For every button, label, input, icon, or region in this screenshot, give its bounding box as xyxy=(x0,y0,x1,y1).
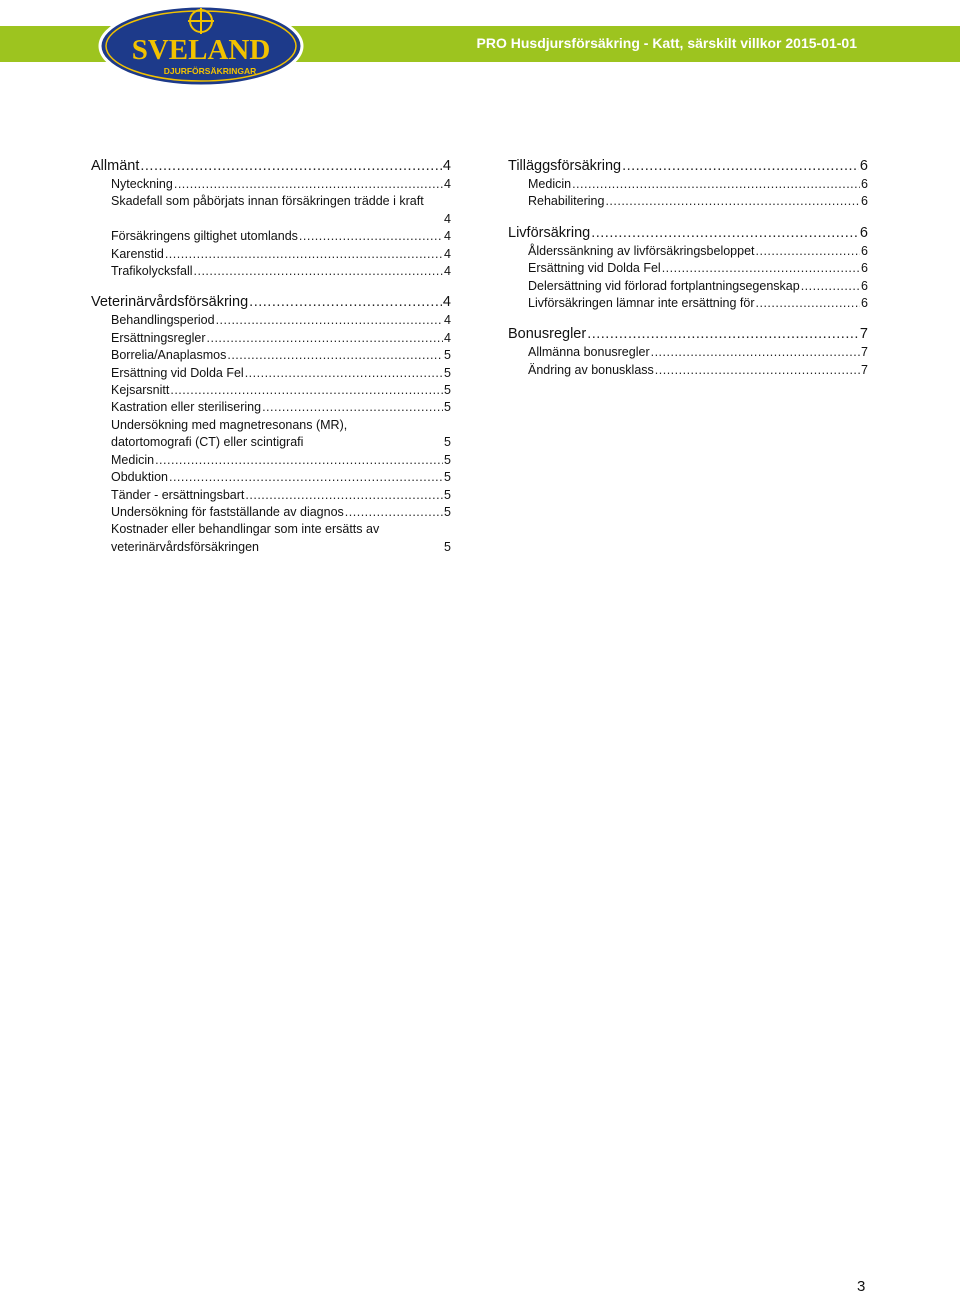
toc-entry-livforsakring[interactable]: Livförsäkring ..... 6 xyxy=(508,224,868,243)
toc-entry-veterinarvard[interactable]: Veterinärvårdsförsäkring ..... 4 xyxy=(91,293,451,312)
toc-entry-livforsakringen-lamnar[interactable]: Livförsäkringen lämnar inte ersättning för ..... 6 xyxy=(508,295,868,312)
logo-subtext: DJURFÖRSÄKRINGAR xyxy=(163,66,257,76)
toc-entry-tillagg[interactable]: Tilläggsförsäkring ..... 6 xyxy=(508,157,868,176)
toc-entry-allmant[interactable]: Allmänt ..... 4 xyxy=(91,157,451,176)
toc-entry-medicin-tillagg[interactable]: Medicin ..... 6 xyxy=(508,176,868,193)
toc-entry-trafikolycksfall[interactable]: Trafikolycksfall ..... 4 xyxy=(91,263,451,280)
toc-right-column xyxy=(508,157,868,379)
toc-entry-giltighet[interactable]: Försäkringens giltighet utomlands ..... 4 xyxy=(91,228,451,245)
toc-entry-aldersankning[interactable]: Ålderssänkning av livförsäkringsbeloppet ..... 6 xyxy=(508,243,868,260)
toc-entry-obduktion[interactable]: Obduktion ..... 5 xyxy=(91,469,451,486)
toc-entry-skadefall[interactable]: Skadefall som påbörjats innan försäkringen trädde i kraft 4 xyxy=(111,194,451,226)
toc-entry-faststallande[interactable]: Undersökning för fastställande av diagnos ..... 5 xyxy=(91,504,451,521)
toc-entry-tander[interactable]: Tänder - ersättningsbart ..... 5 xyxy=(91,487,451,504)
toc-entry-dolda-fel-liv[interactable]: Ersättning vid Dolda Fel ..... 6 xyxy=(508,260,868,277)
toc-entry-kostnader[interactable]: Kostnader eller behandlingar som inte ersätts av veterinärvårdsförsäkringen 5 xyxy=(111,522,451,554)
toc-entry-borrelia[interactable]: Borrelia/Anaplasmos ..... 5 xyxy=(91,347,451,364)
toc-entry-delersattning[interactable]: Delersättning vid förlorad fortplantningsegenskap ..... 6 xyxy=(508,278,868,295)
sveland-logo xyxy=(98,4,304,88)
logo-text: SVELAND xyxy=(131,34,271,66)
toc-entry-karenstid[interactable]: Karenstid ..... 4 xyxy=(91,246,451,263)
toc-left-column xyxy=(91,157,451,556)
toc-entry-kejsarsnitt[interactable]: Kejsarsnitt ..... 5 xyxy=(91,382,451,399)
toc-entry-dolda-fel[interactable]: Ersättning vid Dolda Fel ..... 5 xyxy=(91,365,451,382)
document-title: PRO Husdjursförsäkring - Katt, särskilt villkor 2015-01-01 xyxy=(476,35,857,51)
toc-entry-andring-bonus[interactable]: Ändring av bonusklass ..... 7 xyxy=(508,362,868,379)
toc-entry-medicin[interactable]: Medicin ..... 5 xyxy=(91,452,451,469)
toc-entry-behandlingsperiod[interactable]: Behandlingsperiod ..... 4 xyxy=(91,312,451,329)
page-number: 3 xyxy=(857,1278,866,1295)
toc-entry-rehabilitering[interactable]: Rehabilitering ..... 6 xyxy=(508,193,868,210)
toc-entry-undersokning-mr[interactable]: Undersökning med magnetresonans (MR), datortomografi (CT) eller scintigrafi 5 xyxy=(111,417,451,450)
toc-entry-nyteckning[interactable]: Nyteckning ..... 4 xyxy=(91,176,451,193)
toc-entry-allmanna-bonus[interactable]: Allmänna bonusregler ..... 7 xyxy=(508,344,868,361)
toc-entry-bonusregler[interactable]: Bonusregler ..... 7 xyxy=(508,325,868,344)
toc-entry-kastration[interactable]: Kastration eller sterilisering ..... 5 xyxy=(91,399,451,416)
toc-entry-ersattningsregler[interactable]: Ersättningsregler ..... 4 xyxy=(91,330,451,347)
